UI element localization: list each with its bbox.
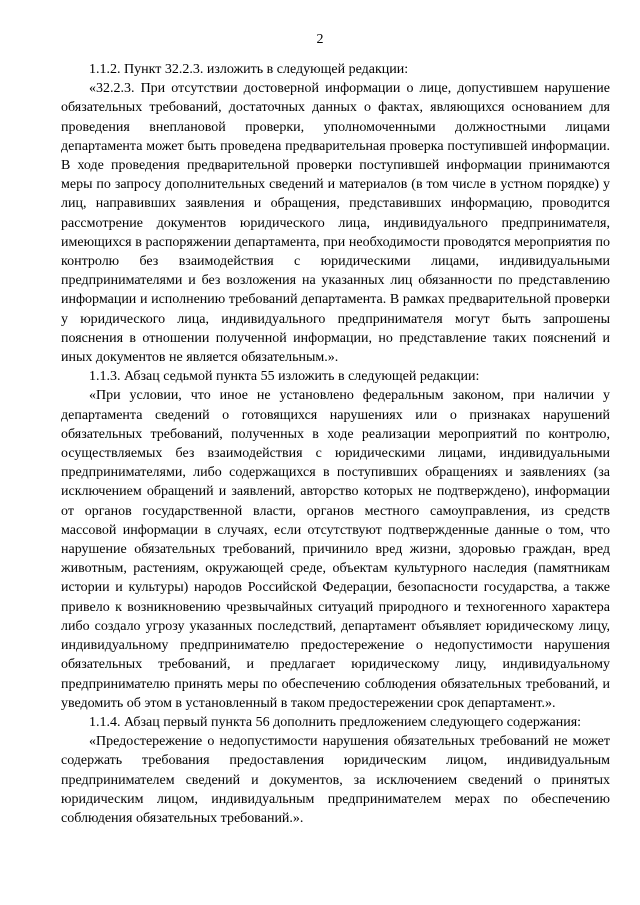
page-number: 2 — [316, 32, 324, 47]
paragraph-1-1-3-heading: 1.1.3. Абзац седьмой пункта 55 изложить в следующей редакции: — [89, 369, 480, 385]
document-body — [61, 60, 610, 828]
paragraph-1-1-2-heading: 1.1.2. Пункт 32.2.3. изложить в следующей редакции: — [89, 62, 409, 77]
paragraph-55-text: «При условии, что иное не установлено федеральным законом, при наличии у департамента сведений о готовящихся нарушениях или о признаках нарушений обязательных требований, полученных в ходе реализации мероприятий по контролю, осуществляемых без взаимодействия с юридическими лицами, индивидуальными предпринимателями, либо содержащихся в поступивших обращениях и заявлениях (за исключением обращений и заявлений, авторство которых не подтверждено), информации от органов государственной власти, органов местного самоуправления, из средств массовой информации в случаях, если отсутствуют подтвержденные данные о том, что нарушение обязательных требований, причинило вред жизни, здоровью граждан, вред животным, растениям, окружающей среде, объектам культурного наследия (памятникам истории и культуры) народов Российской Федерации, безопасности государства, а также привело к возникновению чрезвычайных ситуаций природного и техногенного характера либо создало угрозу указанных последствий, департамент объявляет юридическому лицу, индивидуальному предпринимателю предостережение о недопустимости нарушения обязательных требований, и предлагает юридическому лицу, индивидуальному предпринимателю принять меры по обеспечению соблюдения обязательных требований, и уведомить об этом в установленный в таком предостережении срок департамент.». — [61, 388, 610, 711]
paragraph-1-1-4-heading: 1.1.4. Абзац первый пункта 56 дополнить предложением следующего содержания: — [89, 714, 582, 730]
paragraph-56-text: «Предостережение о недопустимости нарушения обязательных требований не может содержать требования предоставления юридическим лицом, индивидуальным предпринимателем сведений и документов, за исключением сведений о принятых юридическим лицом, индивидуальным предпринимателем мерах по обеспечению соблюдения обязательных требований.». — [61, 734, 610, 826]
paragraph-32-2-3-text: «32.2.3. При отсутствии достоверной информации о лице, допустившем нарушение обязательных требований, достаточных данных о фактах, являющихся основанием для проведения внеплановой проверки, уполномоченными должностными лицами департамента может быть проведена предварительная проверка поступившей информации. В ходе проведения предварительной проверки поступившей информации принимаются меры по запросу дополнительных сведений и материалов (в том числе в устном порядке) у лиц, направивших заявления и обращения, представивших информацию, проводится рассмотрение документов юридического лица, индивидуального предпринимателя, имеющихся в распоряжении департамента, при необходимости проводятся мероприятия по контролю без взаимодействия с юридическими лицами, индивидуальными предпринимателями и без возложения на указанных лиц обязанности по представлению информации и исполнению требований департамента. В рамках предварительной проверки у юридического лица, индивидуального предпринимателя могут быть запрошены пояснения в отношении полученной информации, но представление таких пояснений и иных документов не является обязательным.». — [61, 81, 610, 366]
